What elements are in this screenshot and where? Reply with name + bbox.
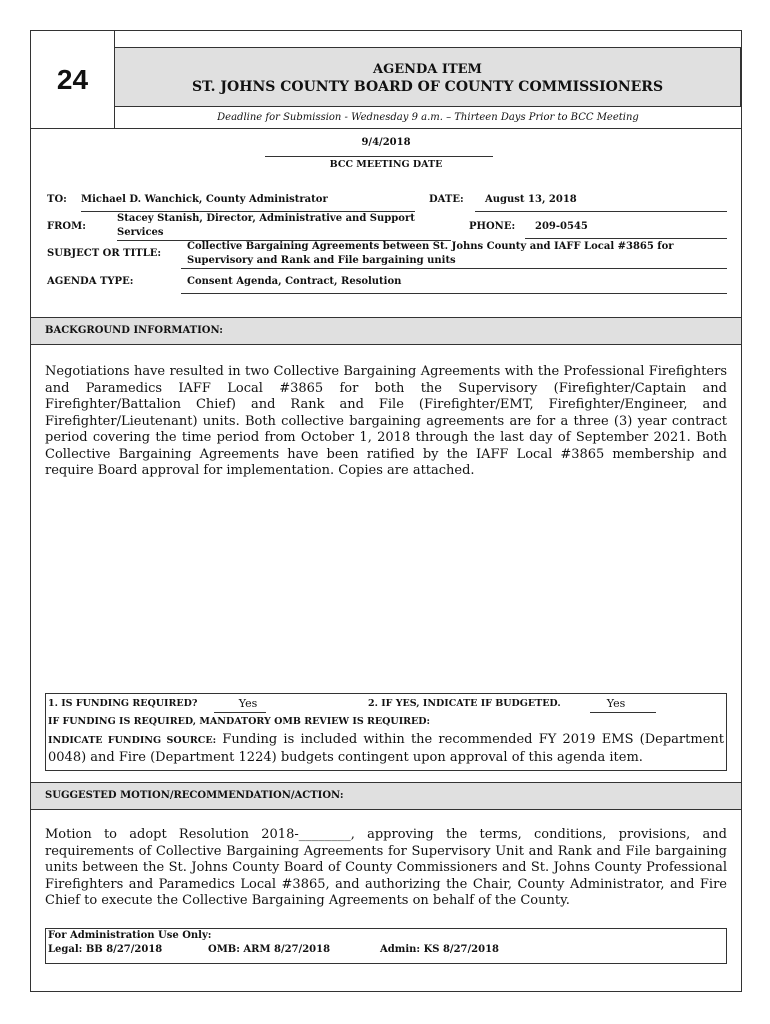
phone-value: 209-0545 <box>535 221 588 232</box>
funding-source-label: INDICATE FUNDING SOURCE: <box>48 735 217 746</box>
to-label: TO: <box>47 194 67 205</box>
admin-use-heading: For Administration Use Only: <box>48 930 212 941</box>
date-rule <box>475 211 727 212</box>
from-value-line2: Services <box>117 227 164 238</box>
funding-q1-label: 1. IS FUNDING REQUIRED? <box>48 698 198 709</box>
funding-q2-label: 2. IF YES, INDICATE IF BUDGETED. <box>368 698 561 709</box>
admin-admin: Admin: KS 8/27/2018 <box>380 944 499 955</box>
subject-label: SUBJECT OR TITLE: <box>47 248 162 259</box>
meeting-date-label: BCC MEETING DATE <box>329 159 443 170</box>
funding-source-text: Funding is included within the recommended FY 2019 EMS (Department 0048) and Fire (Department 1224) budgets contingent upon approval of this agenda item. <box>48 732 724 765</box>
subject-rule <box>181 268 727 269</box>
funding-box <box>45 693 727 771</box>
from-value-line1: Stacey Stanish, Director, Administrative and Support <box>117 213 415 224</box>
date-value: August 13, 2018 <box>485 194 577 205</box>
agenda-item-number: 24 <box>31 31 115 129</box>
funding-source <box>48 732 724 766</box>
motion-heading: SUGGESTED MOTION/RECOMMENDATION/ACTION: <box>31 782 741 810</box>
background-heading: BACKGROUND INFORMATION: <box>31 317 741 345</box>
admin-use-box <box>45 928 727 964</box>
subject-line2: Supervisory and Rank and File bargaining units <box>187 255 456 266</box>
admin-legal: Legal: BB 8/27/2018 <box>48 944 163 955</box>
funding-q1-value: Yes <box>238 697 258 710</box>
funding-q1-rule <box>214 712 266 713</box>
to-value: Michael D. Wanchick, County Administrator <box>81 194 328 205</box>
background-text: Negotiations have resulted in two Collective Bargaining Agreements with the Professional Firefighters and Paramedics IAFF Local #3865 for both the Supervisory (Firefighter/Captain and Firefighter/Battalion Chief) and Rank and File (Firefighter/EMT, Firefighter/Engineer, and Firefighter/Lieutenant) units. Both collective bargaining agreements are for a three (3) year contract period covering the time period from October 1, 2018 through the last day of September 2021. Both Collective Bargaining Agreements have been ratified by the IAFF Local #3865 membership and require Board approval for implementation. Copies are attached. <box>45 364 727 478</box>
date-label: DATE: <box>429 194 464 205</box>
from-label: FROM: <box>47 221 86 232</box>
header-title-box <box>115 47 741 107</box>
subject-line1: Collective Bargaining Agreements between St. Johns County and IAFF Local #3865 for <box>187 241 674 252</box>
agenda-item-form <box>30 30 742 992</box>
motion-text: Motion to adopt Resolution 2018-________, approving the terms, conditions, provisions, and requirements of Collective Bargaining Agreements for Supervisory Unit and Rank and File bargaining units between the St. Johns County Board of County Commissioners and St. Johns County Professional Firefighters and Paramedics Local #3865, and authorizing the Chair, County Administrator, and Fire Chief to execute the Collective Bargaining Agreements on behalf of the County. <box>45 827 727 908</box>
agenda-type-rule <box>181 293 727 294</box>
meeting-date-rule <box>265 156 493 157</box>
header-title-line1: AGENDA ITEM <box>373 62 482 77</box>
funding-q2-rule <box>590 712 656 713</box>
phone-label: PHONE: <box>469 221 516 232</box>
admin-omb: OMB: ARM 8/27/2018 <box>208 944 331 955</box>
phone-rule <box>525 238 727 239</box>
submission-deadline: Deadline for Submission - Wednesday 9 a.m. – Thirteen Days Prior to BCC Meeting <box>115 107 741 129</box>
agenda-type-value: Consent Agenda, Contract, Resolution <box>187 276 402 287</box>
funding-q2-value: Yes <box>606 697 626 710</box>
to-rule <box>81 211 415 212</box>
header-title-line2: ST. JOHNS COUNTY BOARD OF COUNTY COMMISSIONERS <box>191 79 664 95</box>
omb-review-note: IF FUNDING IS REQUIRED, MANDATORY OMB REVIEW IS REQUIRED: <box>48 716 431 727</box>
agenda-type-label: AGENDA TYPE: <box>47 276 134 287</box>
meeting-date: 9/4/2018 <box>361 137 411 148</box>
